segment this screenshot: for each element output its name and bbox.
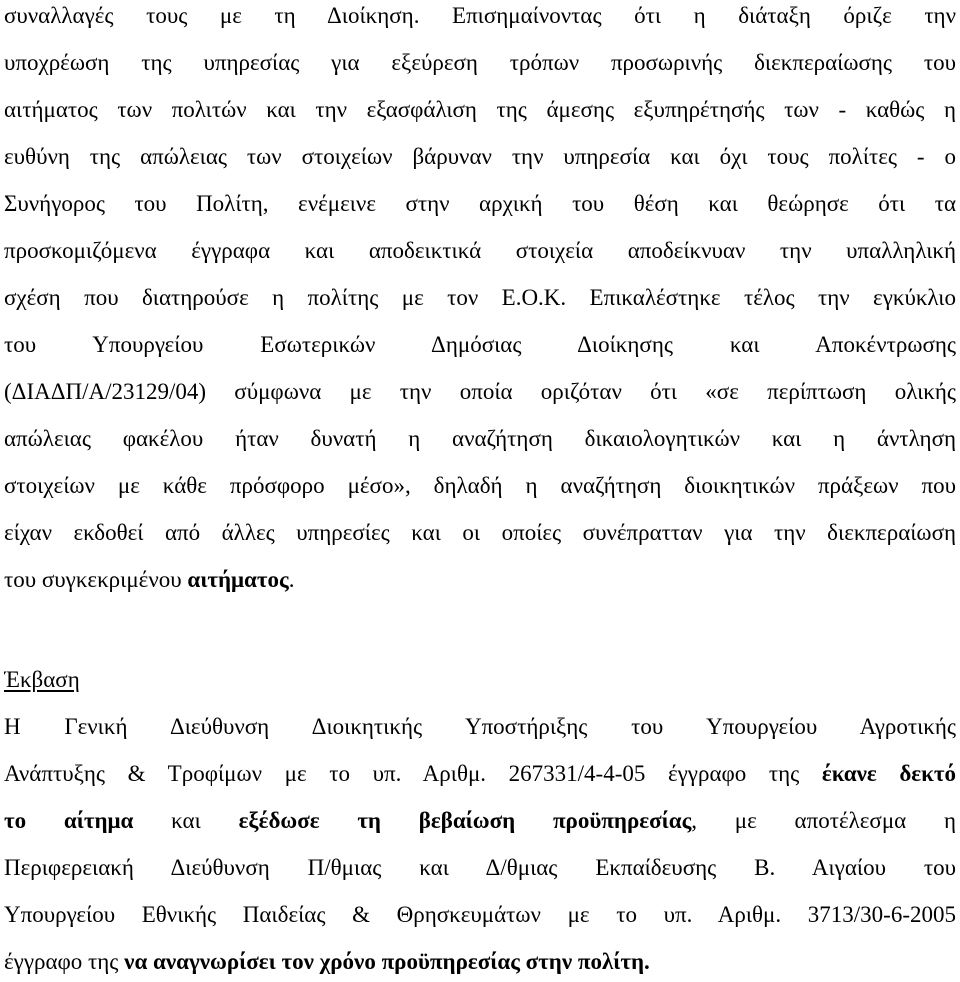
text-line-last xyxy=(4,565,956,595)
text-line: στοιχείων με κάθε πρόσφορο μέσο», δηλαδή η αναζήτηση διοικητικών πράξεων που xyxy=(4,473,956,498)
bold-text: εξέδωσε τη βεβαίωση προϋπηρεσίας xyxy=(238,808,692,833)
text-line: είχαν εκδοθεί από άλλες υπηρεσίες και οι οποίες συνέπρατταν για την διεκπεραίωση xyxy=(4,520,956,545)
bold-text: το αίτημα xyxy=(4,808,134,833)
text-line-last xyxy=(4,947,956,977)
text-line: Υπουργείου Εθνικής Παιδείας & Θρησκευμάτων με το υπ. Αριθμ. 3713/30-6-2005 xyxy=(4,902,956,927)
text-line: συναλλαγές τους με τη Διοίκηση. Επισημαίνοντας ότι η διάταξη όριζε την xyxy=(4,3,956,28)
text-span: και xyxy=(133,808,239,833)
section-heading xyxy=(4,665,956,695)
text-span: , με αποτέλεσμα η xyxy=(691,808,956,833)
text-span: . xyxy=(288,567,295,592)
bold-text: αιτήματος xyxy=(187,567,289,592)
text-line: Συνήγορος του Πολίτη, ενέμεινε στην αρχική του θέση και θεώρησε ότι τα xyxy=(4,191,956,216)
text-line: απώλειας φακέλου ήταν δυνατή η αναζήτηση δικαιολογητικών και η άντληση xyxy=(4,426,956,451)
text-line: υποχρέωση της υπηρεσίας για εξεύρεση τρόπων προσωρινής διεκπεραίωσης του xyxy=(4,50,956,75)
text-line: προσκομιζόμενα έγγραφα και αποδεικτικά στοιχεία αποδείκνυαν την υπαλληλική xyxy=(4,238,956,263)
bold-text: να αναγνωρίσει τον χρόνο προϋπηρεσίας στην πολίτη. xyxy=(124,949,650,974)
text-span: έγγραφο της xyxy=(4,949,125,974)
text-line xyxy=(4,806,956,836)
text-span: Ανάπτυξης & Τροφίμων με το υπ. Αριθμ. 267331/4-4-05 έγγραφο της xyxy=(4,761,822,786)
bold-text: έκανε δεκτό xyxy=(821,761,956,786)
text-line: ευθύνη της απώλειας των στοιχείων βάρυναν την υπηρεσία και όχι τους πολίτες - ο xyxy=(4,144,956,169)
text-line: αιτήματος των πολιτών και την εξασφάλιση της άμεσης εξυπηρέτησής των - καθώς η xyxy=(4,97,956,122)
text-line: Περιφερειακή Διεύθυνση Π/θμιας και Δ/θμιας Εκπαίδευσης Β. Αιγαίου του xyxy=(4,855,956,880)
heading-text: Έκβαση xyxy=(4,667,80,692)
text-line: σχέση που διατηρούσε η πολίτης με τον Ε.Ο.Κ. Επικαλέστηκε τέλος την εγκύκλιο xyxy=(4,285,956,310)
text-span: του συγκεκριμένου xyxy=(4,567,188,592)
text-line xyxy=(4,759,956,789)
text-line: του Υπουργείου Εσωτερικών Δημόσιας Διοίκησης και Αποκέντρωσης xyxy=(4,332,956,357)
text-line: (ΔΙΑΔΠ/Α/23129/04) σύμφωνα με την οποία οριζόταν ότι «σε περίπτωση ολικής xyxy=(4,379,956,404)
text-line: Η Γενική Διεύθυνση Διοικητικής Υποστήριξης του Υπουργείου Αγροτικής xyxy=(4,714,956,739)
